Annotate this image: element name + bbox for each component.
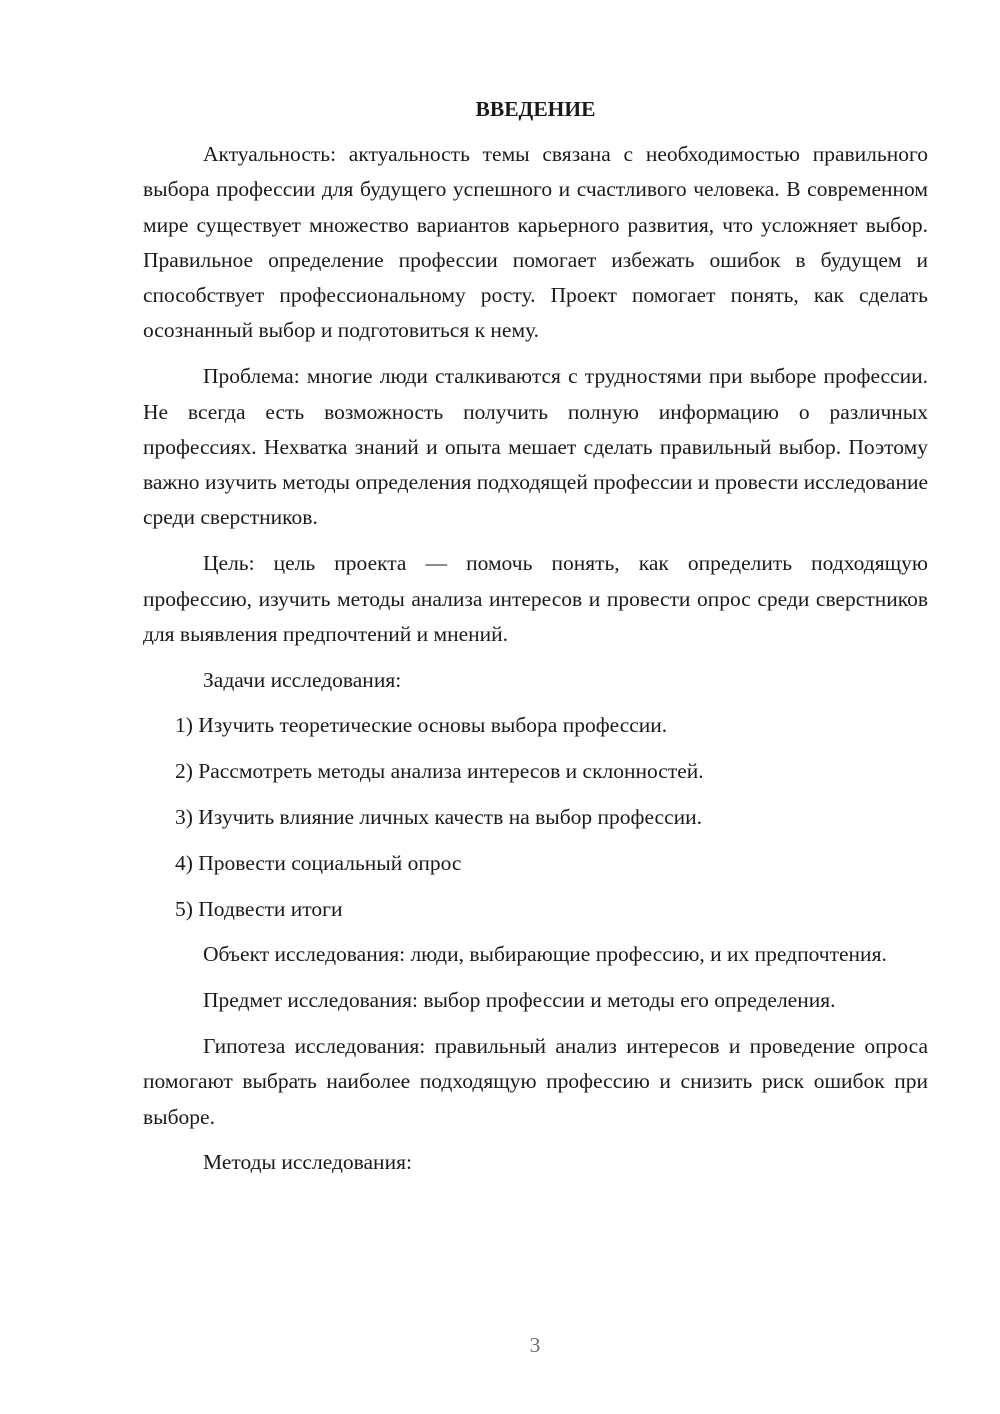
relevance-paragraph: Актуальность: актуальность темы связана с необходимостью правильного выбора профессии для будущего успешного и счастливого человека. В современном мире существует множество вариантов карьерного развития, что усложняет выбор. Правильное определение профессии помогает избежать ошибок в будущем и способствует профессиональному росту. Проект помогает понять, как сделать осознанный выбор и подготовиться к нему.: [143, 142, 928, 343]
page-content: [143, 92, 928, 1191]
task-item-2: 2) Рассмотреть методы анализа интересов и склонностей.: [175, 759, 704, 784]
object-paragraph: Объект исследования: люди, выбирающие профессию, и их предпочтения.: [203, 942, 887, 967]
tasks-heading: Задачи исследования:: [203, 667, 402, 692]
task-item-4: 4) Провести социальный опрос: [175, 850, 462, 875]
goal-paragraph: Цель: цель проекта — помочь понять, как определить подходящую профессию, изучить методы анализа интересов и провести опрос среди сверстников для выявления предпочтений и мнений.: [143, 551, 928, 646]
methods-heading: Методы исследования:: [203, 1150, 412, 1175]
problem-paragraph: Проблема: многие люди сталкиваются с трудностями при выборе профессии. Не всегда есть возможность получить полную информацию о различных профессиях. Нехватка знаний и опыта мешает сделать правильный выбор. Поэтому важно изучить методы определения подходящей профессии и провести исследование среди сверстников.: [143, 364, 928, 530]
task-item-1: 1) Изучить теоретические основы выбора профессии.: [175, 713, 668, 738]
page-number: 3: [529, 1333, 541, 1357]
task-item-3: 3) Изучить влияние личных качеств на выбор профессии.: [175, 805, 703, 830]
task-item-5: 5) Подвести итоги: [175, 896, 343, 921]
hypothesis-paragraph: Гипотеза исследования: правильный анализ интересов и проведение опроса помогают выбрать наиболее подходящую профессию и снизить риск ошибок при выборе.: [143, 1034, 928, 1129]
section-title: ВВЕДЕНИЕ: [475, 97, 596, 121]
tasks-list: [143, 708, 928, 926]
subject-paragraph: Предмет исследования: выбор профессии и методы его определения.: [203, 988, 836, 1013]
